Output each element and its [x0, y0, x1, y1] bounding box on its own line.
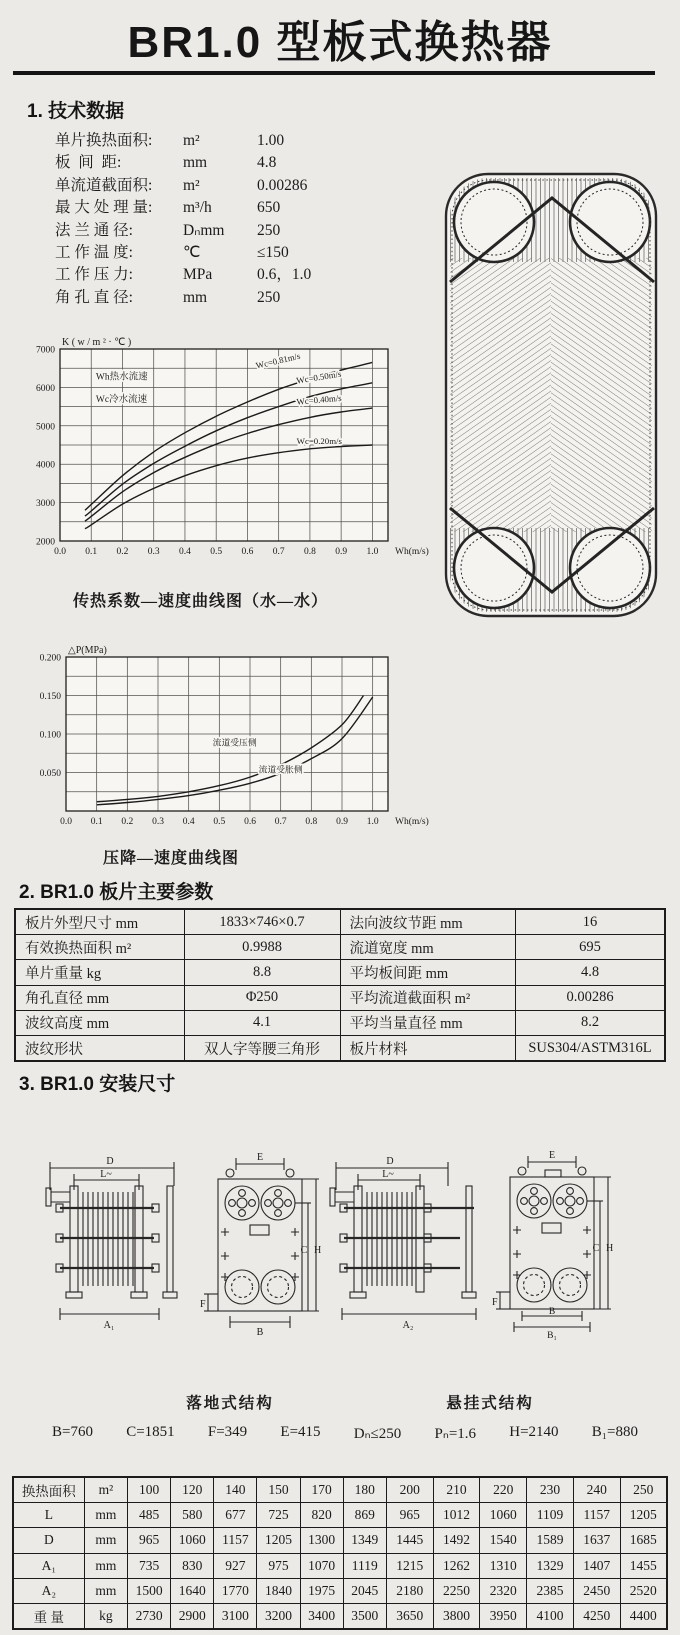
svg-text:0.5: 0.5: [210, 547, 223, 557]
table-cell: 流道宽度 mm: [340, 935, 516, 960]
table-cell: 3400: [300, 1603, 343, 1629]
plate-parameters-table: [14, 908, 666, 1062]
table-cell: kg: [84, 1603, 127, 1629]
floor-type-front-view-drawing: [198, 1146, 326, 1338]
table-row: [13, 1553, 667, 1578]
curve-label: Wc=0.81m/s: [254, 350, 302, 371]
pressure-drop-chart-caption: 压降—速度曲线图: [103, 850, 240, 867]
table-row: [13, 1578, 667, 1603]
table-cell: 1445: [386, 1528, 433, 1553]
table-cell: 180: [343, 1477, 386, 1503]
svg-text:3000: 3000: [36, 499, 55, 510]
table-cell: 1500: [128, 1578, 171, 1603]
table-cell: 1262: [433, 1553, 480, 1578]
table-cell: 1640: [171, 1578, 214, 1603]
dim-label-b: B: [548, 1307, 556, 1317]
installation-size-table: [12, 1476, 668, 1630]
svg-text:0.1: 0.1: [90, 817, 103, 827]
dimension-value: Pₙ=1.6: [434, 1426, 477, 1442]
table-cell: 830: [171, 1553, 214, 1578]
table-cell: 1205: [257, 1528, 300, 1553]
svg-text:4000: 4000: [36, 460, 55, 471]
table-cell: 8.8: [184, 960, 340, 985]
svg-text:0.3: 0.3: [152, 817, 164, 827]
table-cell: 2730: [128, 1603, 171, 1629]
title-rule: [13, 71, 655, 75]
spec-unit: mm: [183, 154, 208, 172]
table-cell: 1329: [527, 1553, 574, 1578]
spec-row: [55, 197, 385, 219]
dim-label-d: D: [386, 1156, 394, 1167]
dimension-value: H=2140: [509, 1424, 559, 1440]
table-cell: 重 量: [13, 1603, 84, 1629]
curve-label: Wc=0.50m/s: [295, 368, 342, 386]
table-row: [13, 1503, 667, 1528]
curve-label: 流道受胀侧: [258, 764, 303, 775]
spec-label: 最 大 处 理 量:: [55, 199, 153, 217]
table-cell: 927: [214, 1553, 257, 1578]
spec-value: 4.8: [257, 154, 277, 172]
dim-label-c: C: [300, 1245, 308, 1256]
x-tick-labels: [60, 817, 379, 827]
table-row: [15, 1035, 665, 1061]
table-cell: 平均板间距 mm: [340, 960, 516, 985]
dimension-value: C=1851: [126, 1424, 175, 1440]
dimension-value: F=349: [207, 1424, 248, 1440]
svg-text:0.0: 0.0: [60, 817, 72, 827]
table-cell: 210: [433, 1477, 480, 1503]
table-row: [13, 1528, 667, 1553]
table-cell: 1157: [573, 1503, 620, 1528]
table-cell: 2180: [386, 1578, 433, 1603]
spec-value: 0.6，1.0: [257, 266, 312, 284]
table-cell: 240: [573, 1477, 620, 1503]
curve-label: 流道受压侧: [212, 737, 257, 748]
svg-text:0.150: 0.150: [39, 692, 61, 702]
svg-text:0.5: 0.5: [213, 817, 226, 827]
table-cell: 170: [300, 1477, 343, 1503]
curve-label: Wc=0.40m/s: [296, 392, 343, 407]
spec-unit: m²: [183, 132, 200, 149]
x-axis-label: Wh(m/s): [395, 547, 429, 557]
dim-label-f: F: [200, 1299, 206, 1310]
table-cell: 100: [128, 1477, 171, 1503]
table-cell: Φ250: [184, 985, 340, 1010]
svg-text:0.4: 0.4: [179, 547, 191, 557]
svg-text:0.100: 0.100: [39, 730, 61, 741]
spec-row: [55, 130, 385, 152]
dim-label-a1: A₁: [103, 1320, 115, 1331]
dim-label-h: H: [314, 1245, 322, 1256]
table-cell: mm: [84, 1528, 127, 1553]
table-cell: A₂: [13, 1578, 84, 1603]
spec-row: [55, 175, 385, 197]
table-cell: mm: [84, 1578, 127, 1603]
table-cell: 1119: [343, 1553, 386, 1578]
table-cell: 4250: [573, 1603, 620, 1629]
table-cell: 1685: [620, 1528, 667, 1553]
table-cell: 1300: [300, 1528, 343, 1553]
table-cell: 角孔直径 mm: [15, 985, 184, 1010]
table-cell: 965: [386, 1503, 433, 1528]
table-row: [13, 1603, 667, 1629]
dim-label-b1: B₁: [547, 1331, 557, 1340]
table-cell: SUS304/ASTM316L: [516, 1035, 666, 1061]
table-cell: 4400: [620, 1603, 667, 1629]
svg-text:0.9: 0.9: [335, 547, 348, 557]
table-cell: 677: [214, 1503, 257, 1528]
table-cell: 1060: [480, 1503, 527, 1528]
table-cell: 2320: [480, 1578, 527, 1603]
table-cell: 869: [343, 1503, 386, 1528]
table-cell: 1455: [620, 1553, 667, 1578]
svg-text:0.4: 0.4: [182, 817, 195, 827]
svg-text:0.050: 0.050: [39, 769, 61, 779]
curve-label: Wc=0.20m/s: [296, 435, 342, 446]
spec-value: 250: [257, 221, 281, 239]
table-cell: 1349: [343, 1528, 386, 1553]
svg-text:2000: 2000: [36, 537, 55, 548]
table-cell: 1310: [480, 1553, 527, 1578]
spec-unit: MPa: [183, 266, 213, 284]
table-cell: 725: [257, 1503, 300, 1528]
svg-text:1.0: 1.0: [366, 817, 379, 827]
table-cell: 8.2: [516, 1010, 666, 1035]
spec-row: [55, 242, 385, 264]
spec-value: 1.00: [257, 132, 285, 149]
table-cell: 1770: [214, 1578, 257, 1603]
table-cell: 820: [300, 1503, 343, 1528]
dim-label-f: F: [492, 1297, 498, 1308]
svg-text:6000: 6000: [36, 383, 55, 394]
section-1-title: 1. 技术数据: [27, 101, 125, 122]
svg-text:7000: 7000: [36, 345, 55, 356]
table-cell: 3650: [386, 1603, 433, 1629]
table-row: [15, 909, 665, 935]
table-cell: 2450: [573, 1578, 620, 1603]
hanging-type-front-view-drawing: [490, 1144, 620, 1340]
table-cell: 0.00286: [516, 985, 666, 1010]
table-cell: 板片材料: [340, 1035, 516, 1061]
svg-text:0.9: 0.9: [336, 817, 348, 827]
table-row: [13, 1477, 667, 1503]
table-cell: 有效换热面积 m²: [15, 935, 184, 960]
spec-label: 单片换热面积:: [55, 132, 153, 149]
table-cell: 1060: [171, 1528, 214, 1553]
svg-text:Wc冷水流速: Wc冷水流速: [95, 394, 148, 405]
section-2-title: 2. BR1.0 板片主要参数: [19, 882, 214, 903]
table-cell: 250: [620, 1477, 667, 1503]
dim-label-l: L~: [382, 1169, 394, 1180]
spec-label: 角 孔 直 径:: [55, 288, 133, 306]
y-axis-label: △P(MPa): [68, 645, 107, 656]
table-cell: 975: [257, 1553, 300, 1578]
spec-unit: ℃: [183, 243, 201, 261]
svg-text:0.8: 0.8: [303, 547, 316, 557]
table-cell: 2520: [620, 1578, 667, 1603]
spec-row: [55, 220, 385, 242]
table-row: [15, 935, 665, 960]
table-cell: 4.1: [184, 1010, 340, 1035]
hanging-type-caption: 悬挂式结构: [446, 1395, 534, 1412]
floor-type-caption: 落地式结构: [186, 1395, 274, 1412]
y-axis-label: K ( w / m ² · ℃ ): [62, 337, 132, 348]
svg-text:0.6: 0.6: [241, 547, 254, 557]
svg-text:0.2: 0.2: [121, 817, 134, 827]
table-cell: 1070: [300, 1553, 343, 1578]
table-cell: 3950: [480, 1603, 527, 1629]
table-cell: 法向波纹节距 mm: [340, 909, 516, 935]
floor-type-side-view-drawing: [40, 1146, 195, 1336]
table-cell: 4.8: [516, 960, 666, 985]
spec-label: 单流道截面积:: [55, 176, 153, 194]
table-row: [15, 960, 665, 985]
heat-transfer-chart: [20, 333, 438, 565]
y-tick-labels: [40, 654, 62, 780]
svg-text:0.2: 0.2: [116, 547, 129, 557]
table-cell: 平均当量直径 mm: [340, 1010, 516, 1035]
spec-value: 250: [257, 288, 281, 306]
hanging-type-side-view-drawing: [328, 1146, 483, 1336]
spec-unit: m²: [183, 176, 200, 194]
table-cell: 3800: [433, 1603, 480, 1629]
dim-label-e: E: [256, 1152, 264, 1163]
table-cell: 140: [214, 1477, 257, 1503]
table-cell: 230: [527, 1477, 574, 1503]
dim-label-e: E: [548, 1150, 556, 1161]
svg-text:1.0: 1.0: [366, 547, 379, 557]
table-cell: 1637: [573, 1528, 620, 1553]
dimension-value: B₁=880: [591, 1424, 638, 1440]
table-cell: 单片重量 kg: [15, 960, 184, 985]
table-cell: 1589: [527, 1528, 574, 1553]
spec-value: 650: [257, 199, 281, 217]
spec-label: 板 间 距:: [55, 154, 122, 172]
dim-label-d: D: [106, 1156, 114, 1167]
dim-label-l: L~: [100, 1169, 112, 1180]
table-cell: 波纹高度 mm: [15, 1010, 184, 1035]
plate-corrugation-drawing: [436, 166, 668, 624]
heat-transfer-chart-caption: 传热系数—速度曲线图（水—水）: [73, 593, 329, 610]
table-cell: 200: [386, 1477, 433, 1503]
installation-dimension-values: [52, 1424, 638, 1443]
svg-text:0.8: 0.8: [305, 817, 318, 827]
spec-value: 0.00286: [257, 176, 308, 194]
spec-label: 工 作 压 力:: [55, 266, 133, 284]
spec-unit: m³/h: [183, 199, 212, 217]
table-cell: mm: [84, 1553, 127, 1578]
table-cell: 695: [516, 935, 666, 960]
table-cell: 1215: [386, 1553, 433, 1578]
table-cell: 平均流道截面积 m²: [340, 985, 516, 1010]
x-tick-labels: [54, 547, 379, 557]
spec-row: [55, 287, 385, 309]
table-cell: 1205: [620, 1503, 667, 1528]
table-cell: L: [13, 1503, 84, 1528]
spec-row: [55, 152, 385, 174]
table-cell: 换热面积: [13, 1477, 84, 1503]
spec-label: 工 作 温 度:: [55, 243, 133, 261]
table-cell: 2250: [433, 1578, 480, 1603]
table-cell: 580: [171, 1503, 214, 1528]
table-row: [15, 985, 665, 1010]
table-cell: 1975: [300, 1578, 343, 1603]
dim-label-a2: A₂: [402, 1320, 414, 1331]
table-cell: 0.9988: [184, 935, 340, 960]
table-cell: D: [13, 1528, 84, 1553]
spec-row: [55, 264, 385, 286]
table-cell: 3100: [214, 1603, 257, 1629]
svg-text:0.1: 0.1: [85, 547, 98, 557]
table-cell: A₁: [13, 1553, 84, 1578]
table-cell: 2900: [171, 1603, 214, 1629]
table-cell: 波纹形状: [15, 1035, 184, 1061]
spec-value: ≤150: [257, 243, 289, 261]
spec-unit: Dₙmm: [183, 221, 225, 239]
table-cell: 1833×746×0.7: [184, 909, 340, 935]
svg-text:0.6: 0.6: [244, 817, 256, 827]
dim-label-h: H: [606, 1243, 614, 1254]
table-cell: 965: [128, 1528, 171, 1553]
table-cell: 150: [257, 1477, 300, 1503]
table-cell: 3200: [257, 1603, 300, 1629]
spec-unit: mm: [183, 288, 208, 306]
table-cell: 735: [128, 1553, 171, 1578]
svg-text:0.7: 0.7: [274, 817, 287, 827]
table-cell: 1012: [433, 1503, 480, 1528]
svg-text:Wh热水流速: Wh热水流速: [95, 372, 148, 383]
table-cell: 2385: [527, 1578, 574, 1603]
table-cell: 4100: [527, 1603, 574, 1629]
table-cell: m²: [84, 1477, 127, 1503]
section-3-title: 3. BR1.0 安装尺寸: [19, 1074, 176, 1095]
table-cell: 120: [171, 1477, 214, 1503]
table-cell: 1840: [257, 1578, 300, 1603]
svg-text:0.0: 0.0: [54, 547, 66, 557]
svg-text:0.3: 0.3: [147, 547, 160, 557]
table-cell: 220: [480, 1477, 527, 1503]
svg-text:0.200: 0.200: [39, 653, 61, 664]
spec-label: 法 兰 通 径:: [55, 221, 133, 239]
dimension-value: B=760: [52, 1424, 93, 1440]
table-cell: 16: [516, 909, 666, 935]
dimension-value: Dₙ≤250: [353, 1426, 402, 1442]
dimension-value: E=415: [280, 1424, 321, 1440]
table-cell: 1492: [433, 1528, 480, 1553]
table-cell: 2045: [343, 1578, 386, 1603]
table-cell: 1540: [480, 1528, 527, 1553]
svg-text:5000: 5000: [36, 422, 55, 433]
table-cell: 3500: [343, 1603, 386, 1629]
y-tick-labels: [36, 346, 55, 548]
table-cell: 板片外型尺寸 mm: [15, 909, 184, 935]
pressure-drop-chart: [20, 641, 438, 835]
table-cell: mm: [84, 1503, 127, 1528]
dim-label-c: C: [592, 1243, 600, 1254]
svg-text:0.7: 0.7: [272, 547, 285, 557]
tech-spec-list: [55, 130, 385, 309]
table-cell: 1407: [573, 1553, 620, 1578]
x-axis-label: Wh(m/s): [395, 817, 429, 827]
table-cell: 485: [128, 1503, 171, 1528]
table-cell: 双人字等腰三角形: [184, 1035, 340, 1061]
table-cell: 1109: [527, 1503, 574, 1528]
page-title: BR1.0 型板式换热器: [127, 18, 553, 67]
table-row: [15, 1010, 665, 1035]
dim-label-b: B: [256, 1327, 264, 1338]
table-cell: 1157: [214, 1528, 257, 1553]
